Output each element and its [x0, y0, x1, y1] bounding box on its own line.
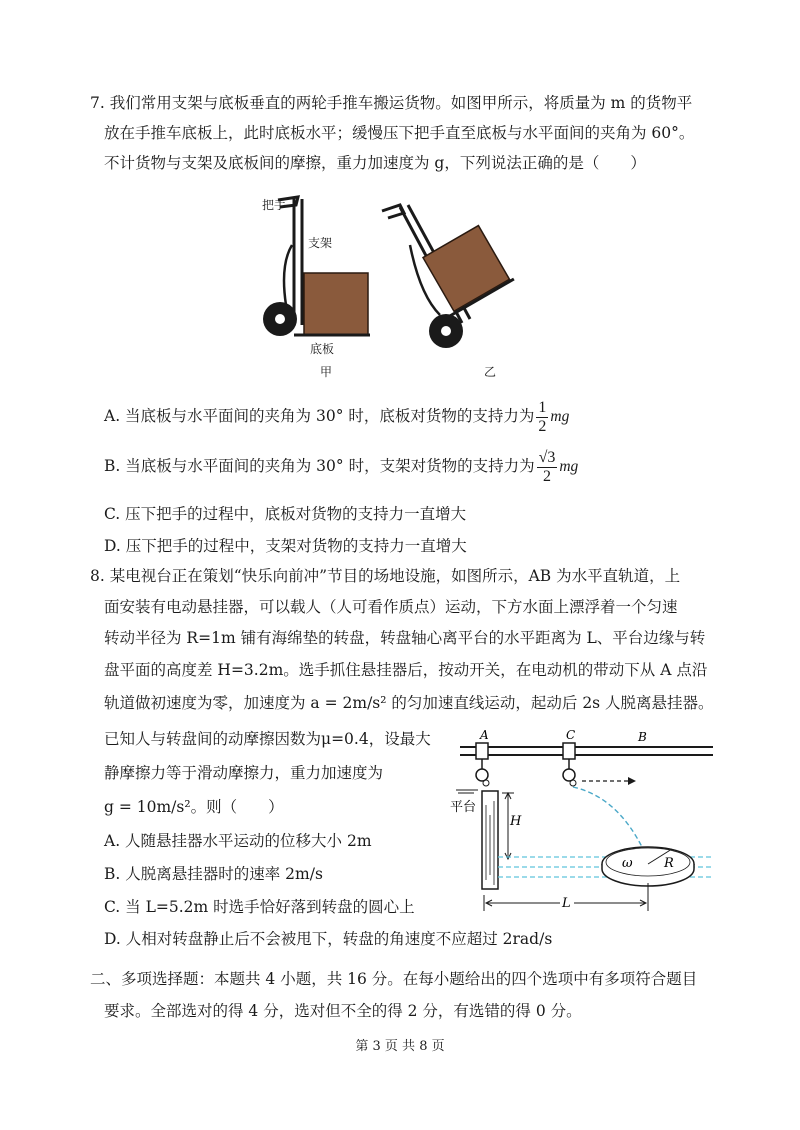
label-platform: 平台 [450, 800, 477, 815]
section2-line-1: 二、多项选择题：本题共 4 小题，共 16 分。在每小题给出的四个选项中有多项符合题目 [90, 970, 698, 988]
hanger-c [563, 743, 576, 786]
label-omega: ω [622, 856, 633, 871]
label-l: L [562, 896, 571, 911]
q7-option-b [104, 444, 578, 489]
q7-option-a-num: 1 [538, 398, 547, 416]
label-c: C [566, 728, 576, 742]
q7-option-a-den: 2 [538, 417, 547, 435]
turntable [602, 847, 694, 886]
q7-option-d: D. 压下把手的过程中，支架对货物的支持力一直增大 [104, 537, 467, 555]
label-h: H [510, 814, 522, 829]
q8-stem-line-4: 盘平面的高度差 H=3.2m。选手抓住悬挂器后，按动开关，在电动机的带动下从 A 点沿 [104, 661, 708, 679]
label-base: 底板 [310, 342, 335, 356]
q8-option-c: C. 当 L=5.2m 时选手恰好落到转盘的圆心上 [104, 898, 415, 916]
q8-stem-line-2: 面安装有电动悬挂器，可以载人（人可看作质点）运动，下方水面上漂浮着一个匀速 [104, 598, 678, 616]
q8-option-d: D. 人相对转盘静止后不会被甩下，转盘的角速度不应超过 2rad/s [104, 930, 553, 948]
q7-option-c: C. 压下把手的过程中，底板对货物的支持力一直增大 [104, 505, 467, 523]
cargo-box-a [304, 273, 368, 335]
q8-stem-line-8: g = 10m/s²。则（ ） [104, 798, 284, 816]
label-b: B [638, 730, 647, 744]
q7-option-b-den: 2 [542, 467, 551, 485]
q8-stem-line-5: 轨道做初速度为零，加速度为 a = 2m/s² 的匀加速直线运动，起动后 2s 人脱离悬挂器。 [104, 694, 714, 712]
hanger-a [476, 743, 489, 786]
q7-option-b-text: B. 当底板与水平面间的夹角为 30° 时，支架对货物的支持力为 [104, 457, 535, 475]
q7-stem-line-2: 放在手推车底板上，此时底板水平；缓慢压下把手直至底板与水平面间的夹角为 60°。 [104, 124, 695, 142]
label-r: R [664, 856, 674, 871]
q7-option-a-text: A. 当底板与水平面间的夹角为 30° 时，底板对货物的支持力为 [104, 407, 535, 425]
q7-stem-line-1: 7. 我们常用支架与底板垂直的两轮手推车搬运货物。如图甲所示，将质量为 m 的货物平 [90, 94, 693, 112]
q8-option-b: B. 人脱离悬挂器时的速率 2m/s [104, 865, 323, 883]
q7-option-a [104, 394, 569, 439]
hand-truck-b [382, 205, 514, 379]
q8-figure [448, 725, 720, 915]
q7-option-b-fraction [537, 449, 558, 486]
q8-stem-line-7: 静摩擦力等于滑动摩擦力，重力加速度为 [104, 764, 384, 782]
label-fig-a: 甲 [320, 365, 333, 379]
q7-option-b-num: √3 [538, 448, 556, 466]
q7-option-a-unit: mg [550, 408, 570, 425]
label-a: A [480, 728, 489, 742]
q7-option-b-unit: mg [559, 458, 579, 475]
page-footer: 第 3 页 共 8 页 [355, 1039, 445, 1054]
q7-figure [250, 185, 550, 380]
q8-stem-line-6: 已知人与转盘间的动摩擦因数为μ=0.4，设最大 [104, 730, 431, 748]
q7-stem-line-3: 不计货物与支架及底板间的摩擦，重力加速度为 g，下列说法正确的是（ ） [104, 154, 646, 172]
label-handle: 把手 [262, 198, 287, 212]
section2-line-2: 要求。全部选对的得 4 分，选对但不全的得 2 分，有选错的得 0 分。 [104, 1002, 582, 1020]
label-frame: 支架 [308, 236, 333, 250]
cargo-box-b [423, 226, 509, 312]
q8-stem-line-3: 转动半径为 R=1m 铺有海绵垫的转盘，转盘轴心离平台的水平距离为 L、平台边缘与转 [104, 629, 706, 647]
q8-stem-line-1: 8. 某电视台正在策划“快乐向前冲”节目的场地设施，如图所示，AB 为水平直轨道，上 [90, 567, 681, 585]
label-fig-b: 乙 [484, 365, 497, 379]
trajectory [573, 787, 644, 851]
hand-truck-a [262, 197, 370, 379]
q8-option-a: A. 人随悬挂器水平运动的位移大小 2m [104, 832, 372, 850]
q7-option-a-fraction [536, 399, 548, 436]
